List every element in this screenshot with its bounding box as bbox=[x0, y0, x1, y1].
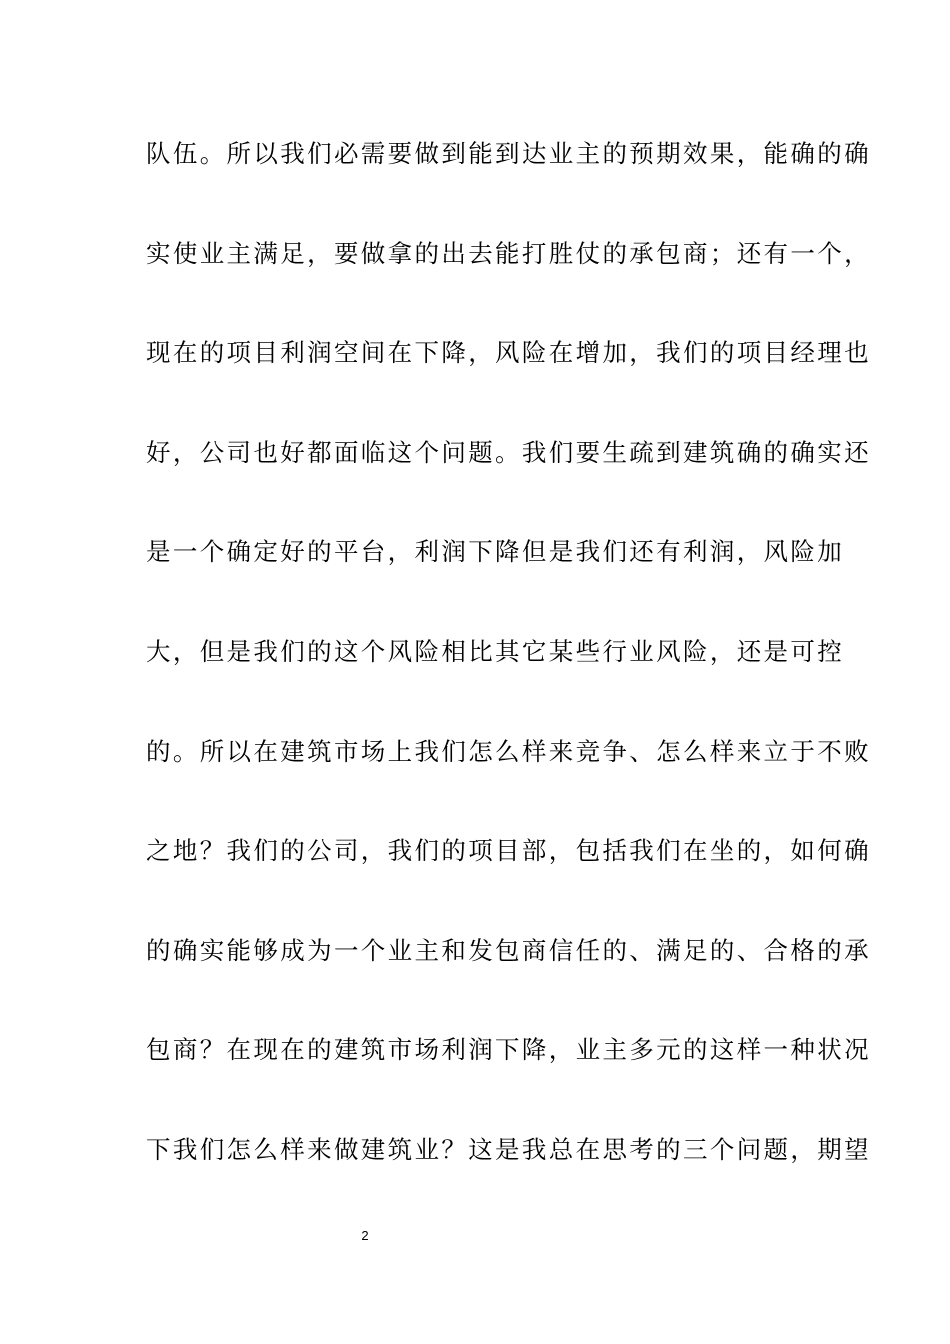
text-line: 包商？在现在的建筑市场利润下降，业主多元的这样一种状况 bbox=[146, 1035, 871, 1065]
text-line: 好，公司也好都面临这个问题。我们要生疏到建筑确的确实还 bbox=[146, 437, 871, 467]
text-line: 是一个确定好的平台，利润下降但是我们还有利润，风险加 bbox=[146, 537, 845, 567]
text-line: 现在的项目利润空间在下降，风险在增加，我们的项目经理也 bbox=[146, 338, 871, 368]
text-line: 队伍。所以我们必需要做到能到达业主的预期效果，能确的确 bbox=[146, 139, 871, 168]
text-line: 的确实能够成为一个业主和发包商信任的、满足的、合格的承 bbox=[146, 935, 871, 965]
text-line: 的。所以在建筑市场上我们怎么样来竞争、怎么样来立于不败 bbox=[146, 736, 871, 766]
body-text bbox=[146, 132, 871, 1228]
text-line: 之地？我们的公司，我们的项目部，包括我们在坐的，如何确 bbox=[146, 836, 871, 866]
text-line: 实使业主满足，要做拿的出去能打胜仗的承包商；还有一个， bbox=[146, 238, 871, 268]
text-line: 大，但是我们的这个风险相比其它某些行业风险，还是可控 bbox=[146, 636, 845, 666]
text-line: 下我们怎么样来做建筑业？这是我总在思考的三个问题，期望 bbox=[146, 1134, 871, 1164]
page-number: 2 bbox=[361, 1228, 369, 1243]
